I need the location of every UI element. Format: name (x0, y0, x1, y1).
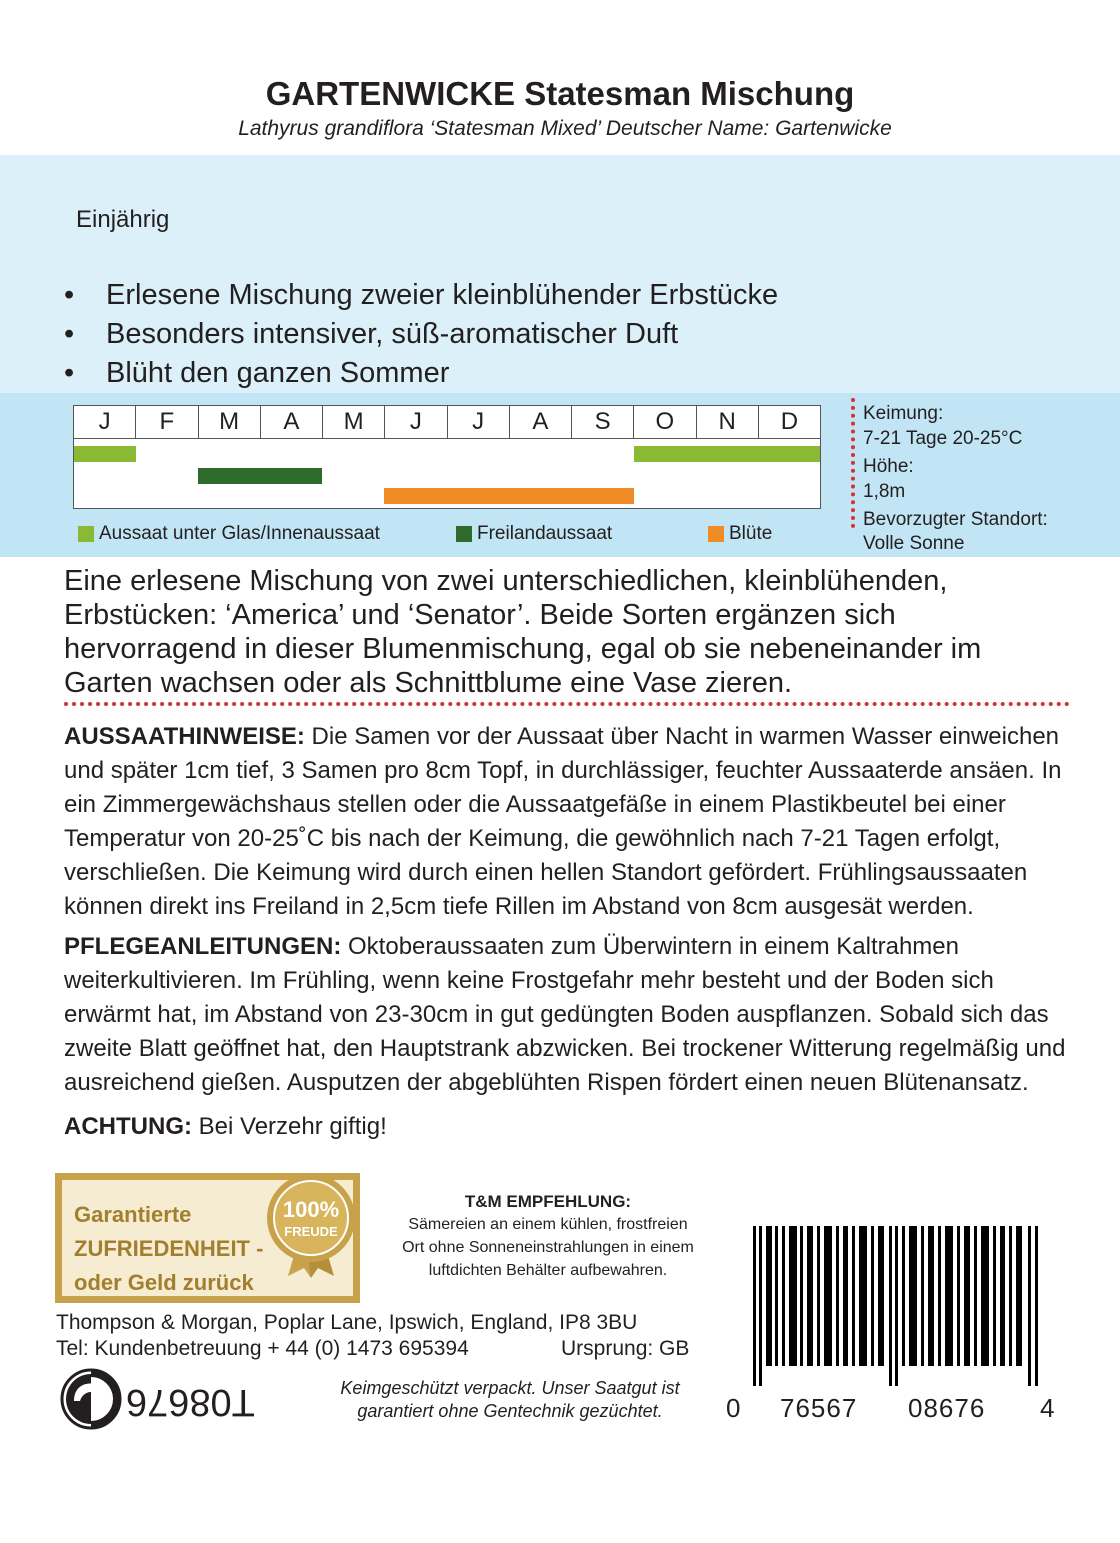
recommendation-line-3: luftdichten Behälter aufbewahren. (428, 1262, 668, 1279)
warning-text: Bei Verzehr giftig! (191, 1113, 387, 1140)
legend-indoor-swatch (78, 526, 94, 542)
info-divider (851, 398, 855, 528)
germination-value: 7-21 Tage 20-25°C (863, 428, 1023, 449)
feature-text: Besonders intensiver, süß-aromatischer Duft (106, 318, 679, 350)
height-label: Höhe: (863, 456, 914, 477)
bullet-icon: • (64, 318, 75, 350)
month-jan: J (98, 408, 111, 435)
bloom-bar (384, 488, 634, 504)
feature-text: Blüht den ganzen Sommer (106, 357, 450, 389)
month-aug: A (509, 406, 571, 438)
sowing-heading: AUSSAATHINWEISE: (64, 723, 305, 750)
month-oct: O (633, 406, 695, 438)
badge-word: FREUDE (284, 1224, 338, 1239)
company-phone: Tel: Kundenbetreuung + 44 (0) 1473 695394 (56, 1337, 469, 1360)
guarantee-line-3: oder Geld zurück (74, 1270, 254, 1295)
bullet-icon: • (64, 357, 75, 389)
calendar-months (74, 406, 820, 439)
recommendation-heading: T&M EMPFEHLUNG: (464, 1192, 632, 1211)
care-instructions (64, 930, 1074, 1100)
feature-item (64, 276, 778, 315)
month-apr: A (260, 406, 322, 438)
section-divider (64, 702, 1070, 706)
legend-bloom-swatch (708, 526, 724, 542)
height-value: 1,8m (863, 481, 906, 502)
bullet-icon: • (64, 279, 75, 311)
barcode-digit-first: 0 (726, 1393, 742, 1423)
warning-heading: ACHTUNG: (64, 1113, 192, 1140)
feature-item (64, 315, 778, 354)
germination-label: Keimung: (863, 403, 944, 424)
freude-badge-icon (258, 1172, 364, 1278)
month-nov: N (696, 406, 758, 438)
product-code: T08676 (126, 1381, 255, 1423)
barcode-digits-left: 76567 (780, 1393, 858, 1423)
annual-label: Einjährig (76, 206, 170, 233)
indoor-sowing-bar-oct-dec (634, 446, 820, 462)
product-description: Eine erlesene Mischung von zwei unterschiedlichen, kleinblühenden, Erbstücken: ‘America’ und ‘Senator’. Beide Sorten ergänzen sich hervorragend in dieser Blumenmischung, egal ob sie nebeneinander im Garten wachsen oder als Schnittblume eine Vase zieren. (64, 565, 982, 699)
barcode-digit-last: 4 (1040, 1393, 1056, 1423)
barcode-digits-right: 08676 (908, 1393, 986, 1423)
gmo-note (330, 1377, 690, 1423)
feature-item (64, 354, 778, 393)
feature-list (64, 276, 778, 393)
product-subtitle: Lathyrus grandiflora ‘Statesman Mixed’ Deutscher Name: Gartenwicke (238, 117, 892, 140)
month-dec: D (758, 406, 820, 438)
recommendation (398, 1190, 698, 1282)
legend-outdoor-swatch (456, 526, 472, 542)
warning (64, 1110, 1074, 1144)
month-sep: S (571, 406, 633, 438)
outdoor-sowing-bar (198, 468, 322, 484)
guarantee-text (74, 1198, 263, 1300)
month-mar: M (198, 406, 260, 438)
product-title: GARTENWICKE Statesman Mischung (265, 75, 855, 112)
legend-indoor-label: Aussaat unter Glas/Innenaussaat (99, 523, 380, 544)
gmo-note-line-2: garantiert ohne Gentechnik gezüchtet. (357, 1401, 663, 1421)
month-jun: J (384, 406, 446, 438)
legend-outdoor (456, 523, 612, 545)
indoor-sowing-bar-jan (74, 446, 136, 462)
month-may: M (322, 406, 384, 438)
origin: Ursprung: GB (561, 1337, 690, 1360)
recommendation-line-1: Sämereien an einem kühlen, frostfreien (408, 1216, 688, 1233)
feature-text: Erlesene Mischung zweier kleinblühender Erbstücke (106, 279, 779, 311)
location-value: Volle Sonne (863, 533, 965, 554)
location-label: Bevorzugter Standort: (863, 509, 1048, 530)
recommendation-line-2: Ort ohne Sonneneinstrahlungen in einem (402, 1239, 694, 1256)
month-jul: J (447, 406, 509, 438)
green-dot-recycle-icon (60, 1368, 122, 1430)
care-heading: PFLEGEANLEITUNGEN: (64, 933, 342, 960)
legend-outdoor-label: Freilandaussaat (477, 523, 613, 544)
month-feb: F (135, 406, 197, 438)
legend-indoor (78, 523, 380, 545)
barcode-icon (749, 1226, 1049, 1396)
sowing-calendar (73, 405, 821, 509)
sowing-text: Die Samen vor der Aussaat über Nacht in warmen Wasser einweichen und später 1cm tief, 3 Samen pro 8cm Topf, in durchlässiger, feuchter Aussaaterde ansäen. In ein Zimmergewächshaus stellen oder die Aussaatgefäße in einem Plastikbeutel bei einer Temperatur von 20-25˚C bis nach der Keimung, die gewöhnlich nach 7-21 Tagen erfolgt, verschließen. Die Keimung wird durch einen hellen Standort gefördert. Frühlingsaussaaten können direkt ins Freiland in 2,5cm tiefe Rillen im Abstand von 8cm ausgesät werden. (64, 723, 1062, 920)
badge-percent: 100% (282, 1197, 340, 1222)
guarantee-line-2: ZUFRIEDENHEIT - (74, 1236, 264, 1261)
gmo-note-line-1: Keimgeschützt verpackt. Unser Saatgut ist (340, 1378, 680, 1398)
legend-bloom (708, 523, 772, 545)
care-text: Oktoberaussaaten zum Überwintern in einem Kaltrahmen weiterkultivieren. Im Frühling, wenn keine Frostgefahr mehr besteht und der Boden sich erwärmt hat, im Abstand von 23-30cm in gut gedüngten Boden auspflanzen. Sobald sich das zweite Blatt geöffnet hat, den Hauptstrank abzwicken. Bei trockener Witterung regelmäßig und ausreichend gießen. Ausputzen der abgeblühten Rispen fördert einen neuen Blütenansatz. (64, 933, 1066, 1096)
sowing-instructions (64, 720, 1074, 924)
guarantee-line-1: Garantierte (74, 1202, 192, 1227)
company-address: Thompson & Morgan, Poplar Lane, Ipswich, England, IP8 3BU (56, 1311, 638, 1334)
legend-bloom-label: Blüte (729, 523, 773, 544)
